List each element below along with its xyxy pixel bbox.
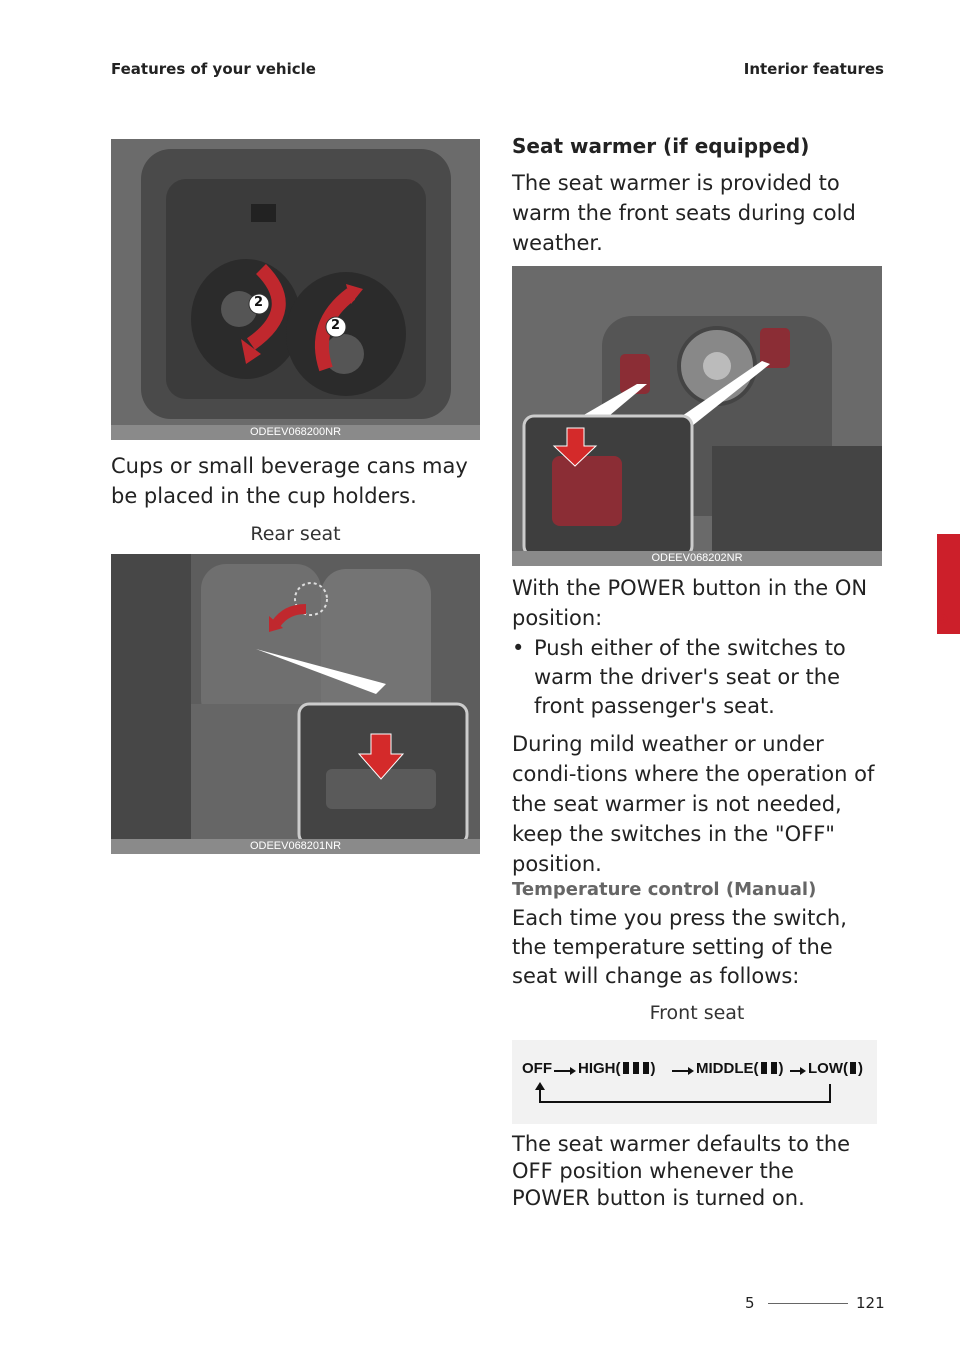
sequence-middle-close: ) [778,1060,784,1077]
sequence-low-label: LOW( [808,1060,848,1077]
cupholder-illustration [111,139,480,440]
front-seat-label: Front seat [649,1002,745,1024]
mild-weather-text: During mild weather or under condi-tions where the operation of the seat warmer is not needed, keep the switches in the "OFF" position. [512,732,875,876]
front-warmer-illustration [512,266,882,566]
header-chapter-title: Interior features [743,60,884,78]
level-bar-icon [623,1062,629,1074]
level-bar-icon [761,1062,767,1074]
figure-caption: ODEEV068202NR [512,551,882,566]
sequence-high [578,1060,656,1077]
sequence-low-close: ) [857,1060,863,1077]
level-bar-icon [633,1062,639,1074]
cupholder-figure [111,139,480,440]
cup-holder-text: Cups or small beverage cans may be placed in the cup holders. [111,454,468,508]
level-bar-icon [771,1062,777,1074]
sequence-arrows [512,1040,877,1124]
temperature-sequence-diagram [512,1040,877,1124]
sequence-middle [696,1060,784,1077]
figure-caption: ODEEV068200NR [111,425,480,440]
footer-page-number: 121 [856,1294,885,1312]
cupholder-marker-1: 2 [254,295,264,310]
footer-section-number: 5 [745,1294,755,1312]
bullet-marker: • [512,636,525,660]
rear-seat-illustration [111,554,480,854]
seat-warmer-intro: The seat warmer is provided to warm the front seats during cold weather. [512,171,856,255]
temperature-control-heading: Temperature control (Manual) [512,879,817,900]
level-bar-icon [643,1062,649,1074]
default-setting-text: The seat warmer defaults to the OFF position whenever the POWER button is turned on. [512,1132,851,1210]
chapter-tab-number: 5 [936,607,949,628]
section-heading: Seat warmer (if equipped) [512,134,810,158]
front-warmer-figure [512,266,882,566]
sequence-high-close: ) [650,1060,656,1077]
sequence-off: OFF [522,1060,552,1077]
footer-divider [768,1303,848,1304]
figure-caption: ODEEV068201NR [111,839,480,854]
rear-seat-figure [111,554,480,854]
temperature-control-text: Each time you press the switch, the temperature setting of the seat will change as follows: [512,906,847,988]
sequence-middle-label: MIDDLE( [696,1060,759,1077]
power-condition-text: With the POWER button in the ON position: [512,576,868,630]
rear-seat-label: Rear seat [250,523,341,545]
level-bar-icon [850,1062,856,1074]
header-section-title: Features of your vehicle [111,60,316,78]
sequence-low [808,1060,863,1077]
bullet-text: Push either of the switches to warm the driver's seat or the front passenger's seat. [534,636,846,718]
cupholder-marker-2: 2 [331,318,341,333]
sequence-high-label: HIGH( [578,1060,621,1077]
